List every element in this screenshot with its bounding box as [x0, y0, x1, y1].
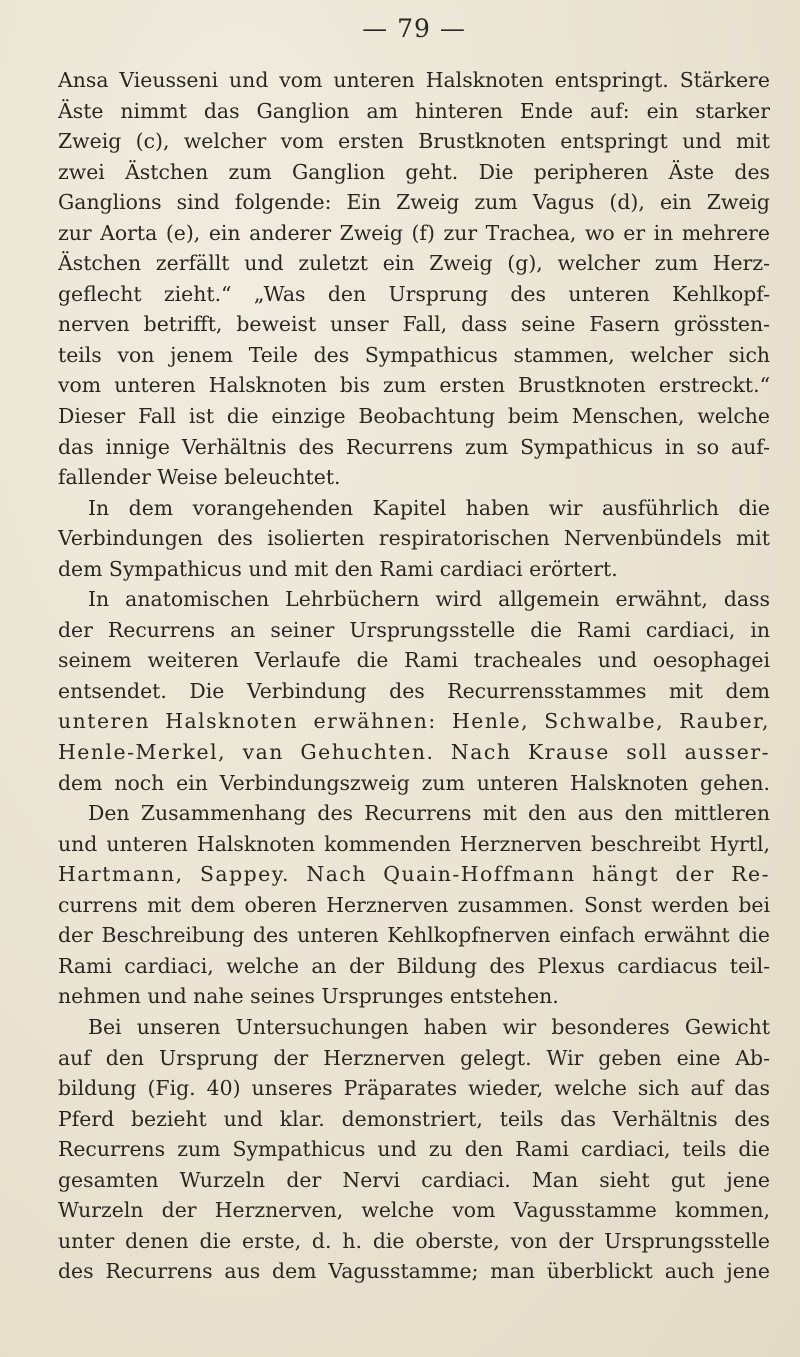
text-line: dem Sympathicus und mit den Rami cardiaci erörtert. — [58, 556, 618, 581]
text-line: nehmen und nahe seines Ursprunges entstehen. — [58, 984, 559, 1009]
text-line: seinem weiteren Verlaufe die Rami tracheales und oesophagei — [58, 648, 770, 673]
text-line: Recurrens zum Sympathicus und zu den Rami cardiaci, teils die — [58, 1137, 770, 1162]
page-header — [58, 0, 770, 60]
text-line: Hartmann, Sappey. Nach Quain-Hoffmann hängt der Re- — [58, 862, 770, 887]
text-line: der Beschreibung des unteren Kehlkopfnerven einfach erwähnt die — [58, 923, 770, 948]
text-line: Ästchen zerfällt und zuletzt ein Zweig (g), welcher zum Herz- — [58, 251, 770, 276]
text-line: das innige Verhältnis des Recurrens zum Sympathicus in so auf- — [58, 434, 770, 459]
text-line: Äste nimmt das Ganglion am hinteren Ende auf: ein starker — [58, 98, 770, 123]
text-line: zwei Ästchen zum Ganglion geht. Die peripheren Äste des — [58, 159, 770, 184]
text-line: fallender Weise beleuchtet. — [58, 465, 341, 490]
text-line: Wurzeln der Herznerven, welche vom Vagusstamme kommen, — [58, 1198, 770, 1223]
text-line: unteren Halsknoten erwähnen: Henle, Schwalbe, Rauber, — [58, 709, 770, 734]
text-line: In anatomischen Lehrbüchern wird allgemein erwähnt, dass — [88, 587, 770, 612]
text-line: auf den Ursprung der Herznerven gelegt. Wir geben eine Ab- — [58, 1045, 770, 1070]
text-line: Bei unseren Untersuchungen haben wir besonderes Gewicht — [88, 1014, 770, 1039]
text-line: entsendet. Die Verbindung des Recurrensstammes mit dem — [58, 678, 770, 703]
text-line: Rami cardiaci, welche an der Bildung des Plexus cardiacus teil- — [58, 953, 770, 978]
text-line: Pferd bezieht und klar. demonstriert, teils das Verhältnis des — [58, 1106, 770, 1131]
body-text — [58, 65, 770, 1287]
text-line: zur Aorta (e), ein anderer Zweig (f) zur Trachea, wo er in mehrere — [58, 220, 770, 245]
text-line: nerven betrifft, beweist unser Fall, dass seine Fasern grössten- — [58, 312, 770, 337]
text-line: des Recurrens aus dem Vagusstamme; man überblickt auch jene — [58, 1259, 770, 1284]
text-line: Henle-Merkel, van Gehuchten. Nach Krause soll ausser- — [58, 740, 770, 765]
text-line: Dieser Fall ist die einzige Beobachtung beim Menschen, welche — [58, 404, 770, 429]
text-line: unter denen die erste, d. h. die oberste, von der Ursprungsstelle — [58, 1228, 770, 1253]
page-number: — 79 — — [362, 14, 466, 43]
text-line: Ganglions sind folgende: Ein Zweig zum Vagus (d), ein Zweig — [58, 190, 770, 215]
text-line: Verbindungen des isolierten respiratorischen Nervenbündels mit — [58, 526, 770, 551]
text-line: und unteren Halsknoten kommenden Herznerven beschreibt Hyrtl, — [58, 831, 770, 856]
text-line: In dem vorangehenden Kapitel haben wir ausführlich die — [88, 495, 770, 520]
text-line: Den Zusammenhang des Recurrens mit den aus den mittleren — [88, 801, 770, 826]
text-line: der Recurrens an seiner Ursprungsstelle die Rami cardiaci, in — [58, 617, 770, 642]
text-line: currens mit dem oberen Herznerven zusammen. Sonst werden bei — [58, 892, 770, 917]
text-line: dem noch ein Verbindungszweig zum unteren Halsknoten gehen. — [58, 770, 770, 795]
text-line: gesamten Wurzeln der Nervi cardiaci. Man sieht gut jene — [58, 1167, 770, 1192]
text-line: teils von jenem Teile des Sympathicus stammen, welcher sich — [58, 342, 770, 367]
document-page — [58, 0, 770, 1287]
text-line: geflecht zieht.“ „Was den Ursprung des unteren Kehlkopf- — [58, 281, 770, 306]
text-line: bildung (Fig. 40) unseres Präparates wieder, welche sich auf das — [58, 1076, 770, 1101]
text-line: vom unteren Halsknoten bis zum ersten Brustknoten erstreckt.“ — [58, 373, 770, 398]
text-line: Ansa Vieusseni und vom unteren Halsknoten entspringt. Stärkere — [58, 68, 770, 92]
text-line: Zweig (c), welcher vom ersten Brustknoten entspringt und mit — [58, 129, 770, 154]
